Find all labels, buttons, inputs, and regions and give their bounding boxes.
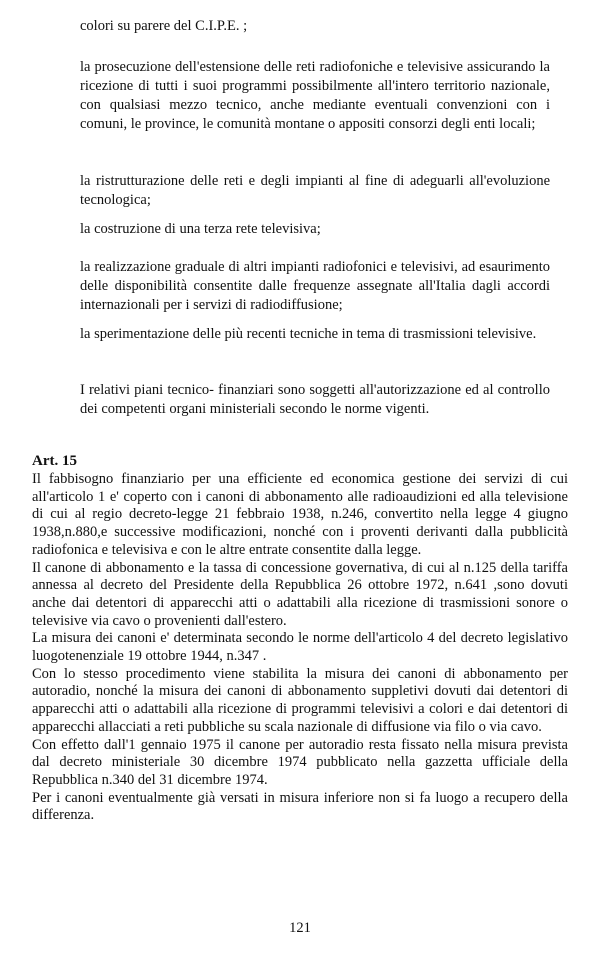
article-15 — [32, 452, 568, 825]
intro-item: la sperimentazione delle più recenti tecniche in tema di trasmissioni televisive. — [80, 326, 537, 342]
article-paragraph: Per i canoni eventualmente già versati in misura inferiore non si fa luogo a recupero della differenza. — [32, 789, 568, 824]
intro-item: la prosecuzione dell'estensione delle reti radiofoniche e televisive assicurando la ricezione di tutti i suoi programmi possibilmente all'intero territorio nazionale, con qualsiasi mezzo tecnico, anche mediante eventuali convenzioni con i comuni, le province, le comunità montane o appositi consorzi degli enti locali; — [80, 59, 550, 132]
intro-item: la ristrutturazione delle reti e degli impianti al fine di adeguarli all'evoluzione tecnologica; — [80, 173, 550, 208]
article-paragraph: Il fabbisogno finanziario per una efficiente ed economica gestione dei servizi di cui all'articolo 1 e' coperto con i canoni di abbonamento alle radioaudizioni ed alla televisione di cui al regio decreto-legge 21 febbraio 1938, n.246, convertito nella legge 4 giugno 1938,n.880,e successive modificazioni, nonché con i proventi derivanti dalla pubblicità radiofonica e televisiva e con le altre entrate consentite dalla legge. — [32, 471, 568, 558]
intro-item: la costruzione di una terza rete televisiva; — [80, 221, 321, 237]
page-number: 121 — [289, 920, 311, 936]
intro-item: colori su parere del C.I.P.E. ; — [80, 18, 248, 34]
article-heading: Art. 15 — [32, 453, 77, 469]
article-paragraph: Con lo stesso procedimento viene stabilita la misura dei canoni di abbonamento per autoradio, nonché la misura dei canoni di abbonamento suppletivi dovuti dai detentori di apparecchi atti o adattabili alla ricezione di programmi televisivi a colori e dai detentori di apparecchi allacciati a reti pubbliche su scala nazionale di diffusione via filo o via cavo. — [32, 665, 568, 735]
article-paragraph: La misura dei canoni e' determinata secondo le norme dell'articolo 4 del decreto legislativo luogotenenziale 19 ottobre 1944, n.347 . — [32, 630, 568, 665]
intro-item: la realizzazione graduale di altri impianti radiofonici e televisivi, ad esaurimento delle disponibilità consentite dalle frequenze assegnate all'Italia dagli accordi internazionali per i servizi di radiodiffusione; — [80, 259, 550, 313]
intro-item: I relativi piani tecnico- finanziari sono soggetti all'autorizzazione ed al controllo dei competenti organi ministeriali secondo le norme vigenti. — [80, 382, 550, 417]
article-paragraph: Con effetto dall'1 gennaio 1975 il canone per autoradio resta fissato nella misura prevista dal decreto ministeriale 30 dicembre 1974 pubblicato nella gazzetta ufficiale della Repubblica n.340 del 31 dicembre 1974. — [32, 736, 568, 788]
article-paragraph: Il canone di abbonamento e la tassa di concessione governativa, di cui al n.125 della tariffa annessa al decreto del Presidente della Repubblica 26 ottobre 1972, n.641 ,sono dovuti anche dai detentori di apparecchi atti o adattabili alla ricezione di trasmissioni sonore o televisive via cavo o provenienti dall'estero. — [32, 559, 568, 629]
